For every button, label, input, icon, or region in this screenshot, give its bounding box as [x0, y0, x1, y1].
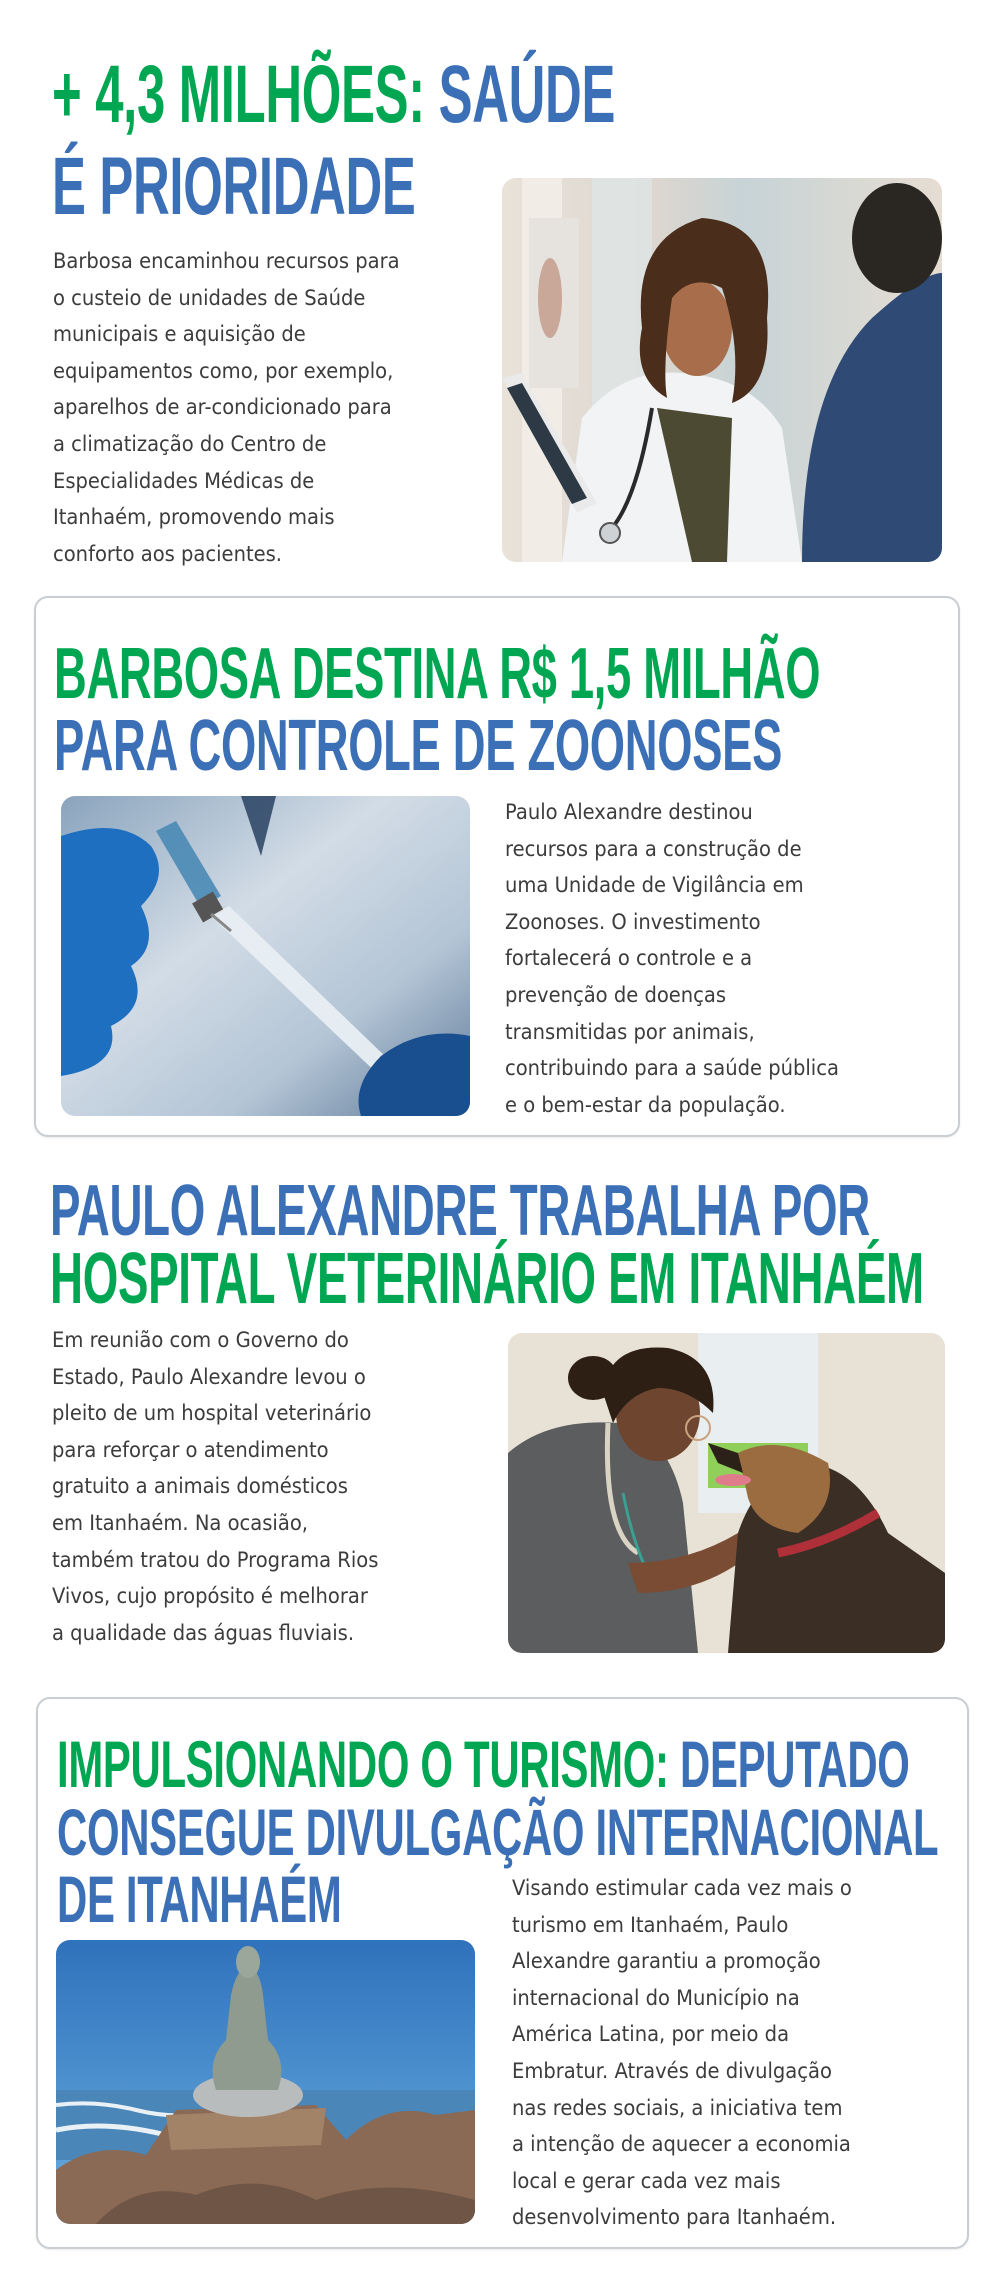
- section2-title-line2: PARA CONTROLE DE ZOONOSES: [54, 706, 783, 786]
- section2-title-line1: BARBOSA DESTINA R$ 1,5 MILHÃO: [54, 634, 821, 714]
- title-text: SAÚDE: [438, 49, 616, 140]
- section3-title-line2: HOSPITAL VETERINÁRIO EM ITANHAÉM: [50, 1239, 924, 1319]
- section4-title-line1: [57, 1727, 910, 1801]
- title-highlight-amount: + 4,3 MILHÕES:: [52, 49, 425, 140]
- section1-body: Barbosa encaminhou recursos para o custeio de unidades de Saúde municipais e aquisição de equipamentos como, por exemplo, aparelhos de ar-condicionado para a climatização do Centro de Especialidades Médicas de Itanhaém, promovendo mais conforto aos pacientes.: [53, 249, 400, 566]
- section3-body: Em reunião com o Governo do Estado, Paulo Alexandre levou o pleito de um hospital veterinário para reforçar o atendimento gratuito a animais domésticos em Itanhaém. Na ocasião, também tratou do Programa Rios Vivos, cujo propósito é melhorar a qualidade das águas fluviais.: [52, 1328, 379, 1645]
- doctor-photo-illustration: [502, 178, 942, 562]
- mermaid-photo-illustration: [56, 1940, 475, 2224]
- veterinarian-dog-photo: [508, 1333, 945, 1653]
- title-highlight-tourism: IMPULSIONANDO O TURISMO:: [57, 1727, 669, 1801]
- section4-title-line3: DE ITANHAÉM: [57, 1862, 342, 1936]
- section1-title-line2: É PRIORIDADE: [52, 141, 416, 232]
- vaccine-syringe-photo: [61, 796, 470, 1116]
- section4-title-line2: CONSEGUE DIVULGAÇÃO INTERNACIONAL: [57, 1795, 939, 1869]
- section3-title-line1: PAULO ALEXANDRE TRABALHA POR: [50, 1171, 870, 1251]
- doctor-patient-photo: [502, 178, 942, 562]
- vet-photo-illustration: [508, 1333, 945, 1653]
- syringe-photo-illustration: [61, 796, 470, 1116]
- section1-title-line1: [52, 49, 616, 140]
- mermaid-statue-photo: [56, 1940, 475, 2224]
- section2-body: Paulo Alexandre destinou recursos para a construção de uma Unidade de Vigilância em Zoonoses. O investimento fortalecerá o controle e a prevenção de doenças transmitidas por animais, contribuindo para a saúde pública e o bem-estar da população.: [505, 800, 839, 1117]
- section4-body: Visando estimular cada vez mais o turismo em Itanhaém, Paulo Alexandre garantiu a promoção internacional do Município na América Latina, por meio da Embratur. Através de divulgação nas redes sociais, a iniciativa tem a intenção de aquecer a economia local e gerar cada vez mais desenvolvimento para Itanhaém.: [512, 1876, 852, 2230]
- title-text: DEPUTADO: [680, 1727, 910, 1801]
